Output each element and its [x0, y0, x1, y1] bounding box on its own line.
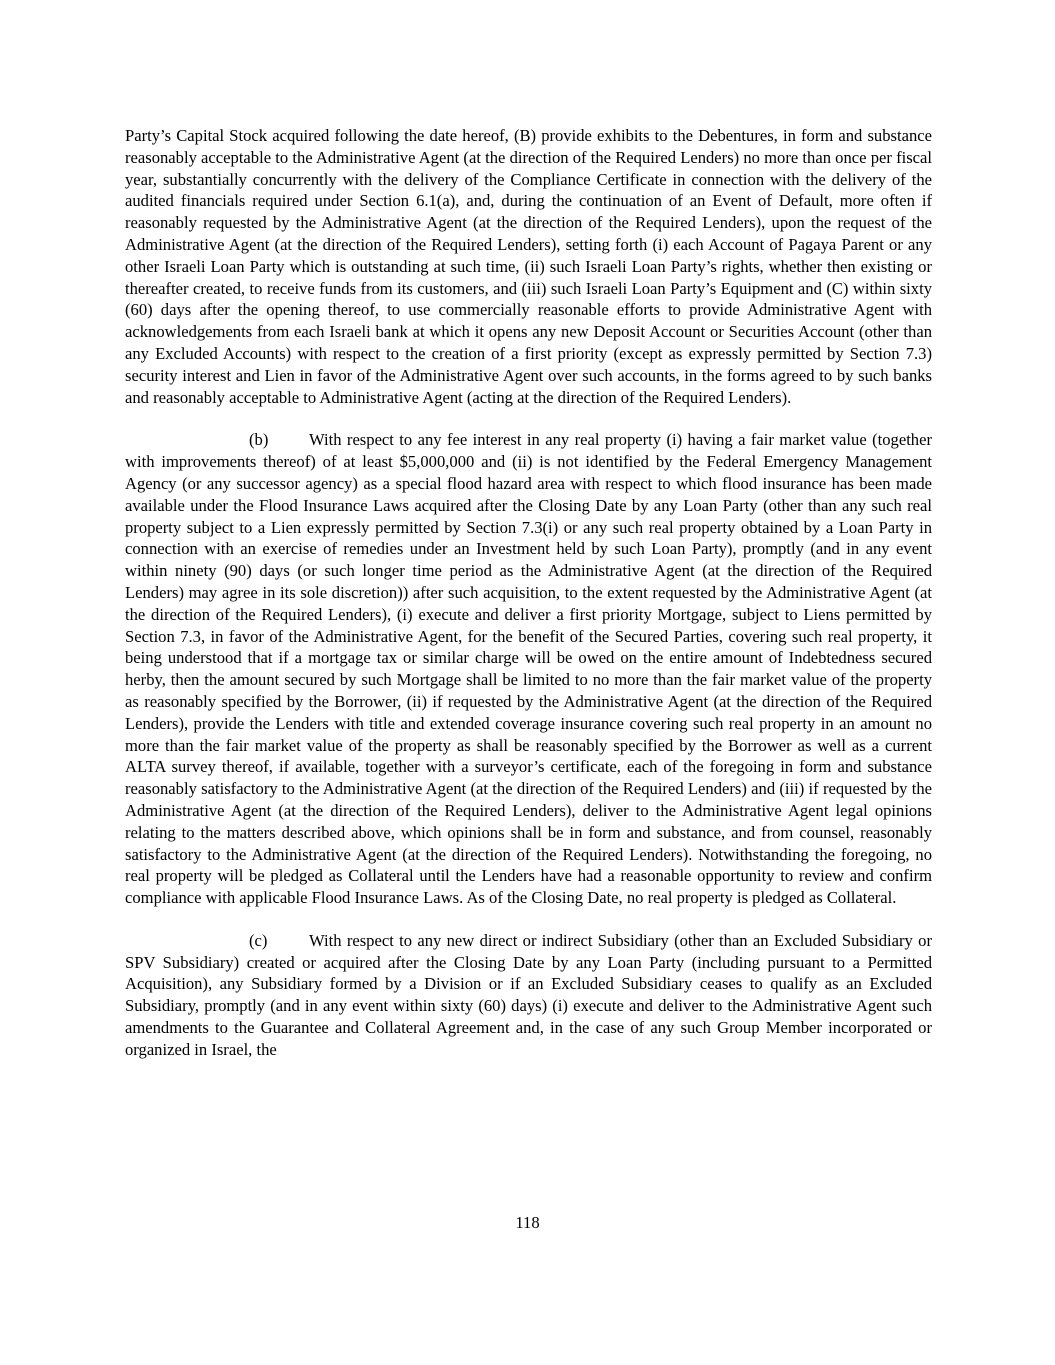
- paragraph-c: [125, 930, 932, 1061]
- document-page: [125, 125, 932, 1061]
- paragraph-text: With respect to any fee interest in any real property (i) having a fair market value (together with improvements thereof) of at least $5,000,000 and (ii) is not identified by the Federal Emergency Management Agency (or any successor agency) as a special flood hazard area with respect to which flood insurance has been made available under the Flood Insurance Laws acquired after the Closing Date by any Loan Party (other than any such real property subject to a Lien expressly permitted by Section 7.3(i) or any such real property obtained by a Loan Party in connection with an exercise of remedies under an Investment held by such Loan Party), promptly (and in any event within ninety (90) days (or such longer time period as the Administrative Agent (at the direction of the Required Lenders) may agree in its sole discretion)) after such acquisition, to the extent requested by the Administrative Agent (at the direction of the Required Lenders), (i) execute and deliver a first priority Mortgage, subject to Liens permitted by Section 7.3, in favor of the Administrative Agent, for the benefit of the Secured Parties, covering such real property, it being understood that if a mortgage tax or similar charge will be owed on the entire amount of Indebtedness secured herby, then the amount secured by such Mortgage shall be limited to no more than the fair market value of the property as reasonably specified by the Borrower, (ii) if requested by the Administrative Agent (at the direction of the Required Lenders), provide the Lenders with title and extended coverage insurance covering such real property in an amount no more than the fair market value of the property as shall be reasonably specified by the Borrower as well as a current ALTA survey thereof, if available, together with a surveyor’s certificate, each of the foregoing in form and substance reasonably satisfactory to the Administrative Agent (at the direction of the Required Lenders) and (iii) if requested by the Administrative Agent (at the direction of the Required Lenders), deliver to the Administrative Agent legal opinions relating to the matters described above, which opinions shall be in form and substance, and from counsel, reasonably satisfactory to the Administrative Agent (at the direction of the Required Lenders). Notwithstanding the foregoing, no real property will be pledged as Collateral until the Lenders have had a reasonable opportunity to review and confirm compliance with applicable Flood Insurance Laws. As of the Closing Date, no real property is pledged as Collateral.: [125, 430, 932, 908]
- paragraph-label: (b): [249, 430, 269, 450]
- paragraph-text: With respect to any new direct or indirect Subsidiary (other than an Excluded Subsidiary or SPV Subsidiary) created or acquired after the Closing Date by any Loan Party (including pursuant to a Permitted Acquisition), any Subsidiary formed by a Division or if an Excluded Subsidiary ceases to qualify as an Excluded Subsidiary, promptly (and in any event within sixty (60) days) (i) execute and deliver to the Administrative Agent such amendments to the Guarantee and Collateral Agreement and, in the case of any such Group Member incorporated or organized in Israel, the: [125, 930, 932, 1059]
- paragraph-label: (c): [249, 930, 268, 950]
- paragraph-b: [125, 429, 932, 909]
- paragraph-text: Party’s Capital Stock acquired following the date hereof, (B) provide exhibits to the Debentures, in form and substance reasonably acceptable to the Administrative Agent (at the direction of the Required Lenders) no more than once per fiscal year, substantially concurrently with the delivery of the Compliance Certificate in connection with the delivery of the audited financials required under Section 6.1(a), and, during the continuation of an Event of Default, more often if reasonably requested by the Administrative Agent (at the direction of the Required Lenders), upon the request of the Administrative Agent (at the direction of the Required Lenders), setting forth (i) each Account of Pagaya Parent or any other Israeli Loan Party which is outstanding at such time, (ii) such Israeli Loan Party’s rights, whether then existing or thereafter created, to receive funds from its customers, and (iii) such Israeli Loan Party’s Equipment and (C) within sixty (60) days after the opening thereof, to use commercially reasonable efforts to provide Administrative Agent with acknowledgements from each Israeli bank at which it opens any new Deposit Account or Securities Account (other than any Excluded Accounts) with respect to the creation of a first priority (except as expressly permitted by Section 7.3) security interest and Lien in favor of the Administrative Agent over such accounts, in the forms agreed to by such banks and reasonably acceptable to Administrative Agent (acting at the direction of the Required Lenders).: [125, 126, 932, 407]
- paragraph-continuation: [125, 125, 932, 408]
- page-number: 118: [515, 1213, 540, 1232]
